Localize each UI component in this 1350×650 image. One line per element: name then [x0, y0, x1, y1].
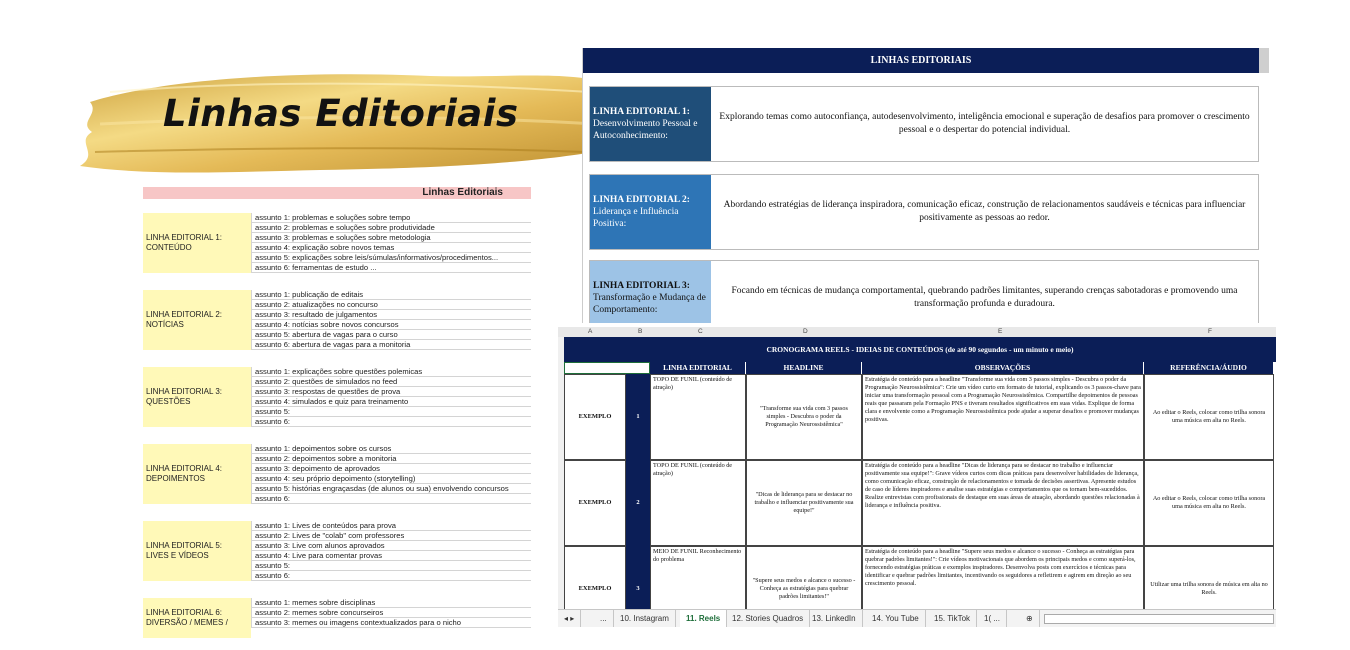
editorial-line-description[interactable]: Explorando temas como autoconfiança, autodesenvolvimento, inteligência emocional e superação de desafios para promover o crescimento pessoal e o despertar do potencial individual.	[719, 112, 1250, 135]
sheet-tab[interactable]: 1( ...	[978, 610, 1007, 627]
editorial-line-label[interactable]	[590, 175, 711, 249]
subject-cell[interactable]: assunto 1: publicação de editais	[251, 290, 531, 300]
column-letter[interactable]: E	[998, 328, 1003, 335]
row-number-cell[interactable]: 3	[626, 546, 650, 627]
group-items	[251, 367, 531, 427]
sheet-tabs-bar	[558, 609, 1276, 627]
subject-cell[interactable]: assunto 3: problemas e soluções sobre metodologia	[251, 233, 531, 243]
column-letter[interactable]: F	[1208, 328, 1212, 335]
hero-title: Linhas Editoriais	[163, 92, 519, 135]
example-cell[interactable]: EXEMPLO	[564, 460, 626, 546]
subject-cell[interactable]: assunto 2: problemas e soluções sobre produtividade	[251, 223, 531, 233]
subject-cell[interactable]: assunto 2: questões de simulados no feed	[251, 377, 531, 387]
column-letter[interactable]: A	[588, 328, 593, 335]
editorial-line-description[interactable]: Abordando estratégias de liderança inspiradora, comunicação eficaz, construção de relacionamentos saudáveis e técnicas para influenciar positivamente as pessoas ao redor.	[723, 200, 1246, 223]
subject-cell[interactable]: assunto 3: memes ou imagens contextualizados para o nicho	[251, 618, 531, 628]
column-letter[interactable]: C	[698, 328, 703, 335]
subject-cell[interactable]: assunto 1: memes sobre disciplinas	[251, 598, 531, 608]
group-label-title: LINHA EDITORIAL 3:	[146, 387, 223, 396]
group-label-title: LINHA EDITORIAL 5:	[146, 541, 223, 550]
headline-cell[interactable]: "Supere seus medos e alcance o sucesso - Conheça as estratégias para quebrar padrões limitantes!"	[746, 546, 862, 627]
group-label-title: LINHA EDITORIAL 6:	[146, 608, 223, 617]
subject-cell[interactable]: assunto 5: abertura de vagas para o curso	[251, 330, 531, 340]
editorial-line-label[interactable]	[590, 261, 711, 323]
reference-audio-cell[interactable]: Utilizar uma trilha sonora de música em alta no Reels.	[1144, 546, 1274, 627]
editorial-line-row	[589, 260, 1259, 323]
headline-cell[interactable]: "Dicas de liderança para se destacar no trabalho e influenciar positivamente sua equipe!"	[746, 460, 862, 546]
subject-cell[interactable]: assunto 1: Lives de conteúdos para prova	[251, 521, 531, 531]
selected-cell[interactable]	[564, 362, 650, 374]
group-items	[251, 521, 531, 581]
subject-cell[interactable]: assunto 1: explicações sobre questões polemicas	[251, 367, 531, 377]
subject-cell[interactable]: assunto 4: Live para comentar provas	[251, 551, 531, 561]
group-label-sub: LIVES E VÍDEOS	[146, 551, 209, 560]
group-items	[251, 290, 531, 350]
subject-cell[interactable]: assunto 5: histórias engraçasdas (de alunos ou sua) envolvendo concursos	[251, 484, 531, 494]
group-label-title: LINHA EDITORIAL 1:	[146, 233, 223, 242]
subject-cell[interactable]: assunto 1: depoimentos sobre os cursos	[251, 444, 531, 454]
subject-cell[interactable]: assunto 6:	[251, 571, 531, 581]
subject-cell[interactable]: assunto 2: atualizações no concurso	[251, 300, 531, 310]
sheet-scroll-area	[1259, 48, 1269, 73]
subject-cell[interactable]: assunto 5:	[251, 561, 531, 571]
group-label-sub: DEPOIMENTOS	[146, 474, 205, 483]
column-letter[interactable]: D	[803, 328, 808, 335]
column-letter[interactable]: B	[638, 328, 643, 335]
group-label-sub: NOTÍCIAS	[146, 320, 184, 329]
sheet-tab[interactable]: 10. Instagram	[614, 610, 676, 627]
sheet-tab[interactable]: 14. You Tube	[866, 610, 926, 627]
line-subtitle: Liderança e Influência Positiva:	[593, 207, 679, 229]
sheet-tab[interactable]: 15. TikTok	[928, 610, 977, 627]
subject-cell[interactable]: assunto 4: simulados e quiz para treinamento	[251, 397, 531, 407]
observations-cell[interactable]: Estratégia de conteúdo para a headline "Dicas de liderança para se destacar no trabalho e influenciar positivamente sua equipe!": Grave vídeos curtos com dicas práticas para desenvolver habilidades de liderança, como comunicação eficaz, construção de relacionamentos e tomada de decisões assertivas. Apresente estudos de caso de líderes inspiradores e analise suas estratégias e comportamentos que os tornam bem-sucedidos. Realize entrevistas com profissionais de destaque em suas áreas de atuação, abordando questões relacionadas à liderança e influência positiva.	[862, 460, 1144, 546]
subject-cell[interactable]: assunto 2: Lives de "colab" com professores	[251, 531, 531, 541]
observations-cell[interactable]: Estratégia de conteúdo para a headline "Supere seus medos e alcance o sucesso - Conheça as estratégias para quebrar padrões limitantes!": Crie vídeos motivacionais que abordem os principais medos e como superá-los, fornecendo estratégias práticas e exemplos inspiradores. Desenvolva posts com exercícios e técnicas para identificar e quebrar padrões limitantes, incentivando os seguidores a refletirem e agirem em direção ao seu crescimento pessoal.	[862, 546, 1144, 627]
observations-cell[interactable]: Estratégia de conteúdo para a headline "Transforme sua vida com 3 passos simples - Descubra o poder da Programação Neurossistêmica": Crie um vídeo curto em formato de tutorial, explicando os 3 passos-chave para iniciar uma transformação pessoal com a Programação Neurossistêmica. Compartilhe depoimentos de pessoas reais que passaram pela Formação PNS e tiveram resultados significativos em suas vidas. Explique de forma clara e envolvente como a Programação Neurossistêmica pode ajudar a superar desafios e promover mudanças positivas.	[862, 374, 1144, 460]
subject-cell[interactable]: assunto 3: resultado de julgamentos	[251, 310, 531, 320]
subject-cell[interactable]: assunto 3: Live com alunos aprovados	[251, 541, 531, 551]
editorial-lines-sheet	[582, 48, 1269, 323]
editorial-sheet-title: LINHAS EDITORIAIS	[583, 48, 1259, 73]
editorial-line-cell[interactable]: MEIO DE FUNIL Reconhecimento do problema	[650, 546, 746, 627]
editorial-line-row	[589, 86, 1259, 162]
subject-cell[interactable]: assunto 6: abertura de vagas para a monitoria	[251, 340, 531, 350]
reference-audio-cell[interactable]: Ao editar o Reels, colocar como trilha sonora uma música em alta no Reels.	[1144, 374, 1274, 460]
group-label-sub: DIVERSÃO / MEMES /	[146, 618, 228, 627]
sheet-tab[interactable]: 11. Reels	[680, 610, 727, 627]
reference-audio-cell[interactable]: Ao editar o Reels, colocar como trilha sonora uma música em alta no Reels.	[1144, 460, 1274, 546]
line-subtitle: Desenvolvimento Pessoal e Autoconhecimento:	[593, 119, 698, 141]
editorial-group	[143, 367, 531, 427]
left-spreadsheet	[143, 187, 531, 642]
sheet-nav-arrows[interactable]: ◂ ▸	[558, 610, 581, 627]
row-number-cell[interactable]: 1	[626, 374, 650, 460]
column-header[interactable]: HEADLINE	[746, 362, 862, 374]
horizontal-scrollbar[interactable]	[1044, 614, 1274, 624]
group-label-title: LINHA EDITORIAL 2:	[146, 310, 223, 319]
group-items	[251, 444, 531, 504]
editorial-group-label[interactable]	[143, 213, 251, 273]
column-header[interactable]: OBSERVAÇÕES	[862, 362, 1144, 374]
subject-cell[interactable]: assunto 4: explicação sobre novos temas	[251, 243, 531, 253]
subject-cell[interactable]: assunto 2: depoimentos sobre a monitoria	[251, 454, 531, 464]
line-title: LINHA EDITORIAL 2:	[593, 195, 690, 205]
line-title: LINHA EDITORIAL 3:	[593, 281, 690, 291]
editorial-line-row	[589, 174, 1259, 250]
editorial-group-label[interactable]	[143, 290, 251, 350]
sheet-tab[interactable]: ...	[594, 610, 614, 627]
subject-cell[interactable]: assunto 4: notícias sobre novos concursos	[251, 320, 531, 330]
subject-cell[interactable]: assunto 6:	[251, 494, 531, 504]
subject-cell[interactable]: assunto 3: depoimento de aprovados	[251, 464, 531, 474]
editorial-group-label[interactable]	[143, 521, 251, 581]
subject-cell[interactable]: assunto 5: explicações sobre leis/súmulas/informativos/procedimentos...	[251, 253, 531, 263]
subject-cell[interactable]: assunto 2: memes sobre concurseiros	[251, 608, 531, 618]
editorial-group-label[interactable]	[143, 444, 251, 504]
editorial-line-cell[interactable]: TOPO DE FUNIL (conteúdo de atração)	[650, 374, 746, 460]
editorial-line-label[interactable]	[590, 87, 711, 161]
group-items	[251, 213, 531, 273]
subject-cell[interactable]: assunto 5:	[251, 407, 531, 417]
subject-cell[interactable]: assunto 4: seu próprio depoimento (storytelling)	[251, 474, 531, 484]
editorial-group	[143, 521, 531, 581]
sheet-tab[interactable]: 12. Stories Quadros	[726, 610, 810, 627]
group-label-sub: CONTEÚDO	[146, 243, 192, 252]
editorial-group	[143, 598, 531, 638]
example-cell[interactable]: EXEMPLO	[564, 546, 626, 627]
sheet-tab[interactable]: 13. LinkedIn	[806, 610, 863, 627]
schedule-title: CRONOGRAMA REELS - IDEIAS DE CONTEÚDOS (de até 90 segundos - um minuto e meio)	[564, 337, 1276, 362]
subject-cell[interactable]: assunto 3: respostas de questões de prova	[251, 387, 531, 397]
subject-cell[interactable]: assunto 6:	[251, 417, 531, 427]
editorial-group-label[interactable]	[143, 367, 251, 427]
example-cell[interactable]: EXEMPLO	[564, 374, 626, 460]
reels-schedule-spreadsheet	[558, 327, 1276, 627]
editorial-group-label[interactable]	[143, 598, 251, 638]
editorial-group	[143, 290, 531, 350]
group-label-title: LINHA EDITORIAL 4:	[146, 464, 223, 473]
editorial-group	[143, 444, 531, 504]
editorial-line-description[interactable]: Focando em técnicas de mudança comportamental, quebrando padrões limitantes, superando crenças sabotadoras e promovendo uma transformação profunda e duradoura.	[731, 286, 1238, 309]
left-sheet-title: Linhas Editoriais	[143, 187, 531, 199]
column-header[interactable]: LINHA EDITORIAL	[650, 362, 746, 374]
editorial-line-cell[interactable]: TOPO DE FUNIL (conteúdo de atração)	[650, 460, 746, 546]
subject-cell[interactable]: assunto 1: problemas e soluções sobre tempo	[251, 213, 531, 223]
line-subtitle: Transformação e Mudança de Comportamento:	[593, 293, 706, 315]
editorial-group	[143, 213, 531, 273]
add-sheet-icon[interactable]: ⊕	[1020, 610, 1040, 627]
subject-cell[interactable]: assunto 6: ferramentas de estudo ...	[251, 263, 531, 273]
line-title: LINHA EDITORIAL 1:	[593, 107, 690, 117]
headline-cell[interactable]: "Transforme sua vida com 3 passos simples - Descubra o poder da Programação Neurossistêmica"	[746, 374, 862, 460]
group-label-sub: QUESTÕES	[146, 397, 191, 406]
column-header[interactable]: REFERÊNCIA/ÁUDIO	[1144, 362, 1274, 374]
row-number-cell[interactable]: 2	[626, 460, 650, 546]
group-items	[251, 598, 531, 638]
